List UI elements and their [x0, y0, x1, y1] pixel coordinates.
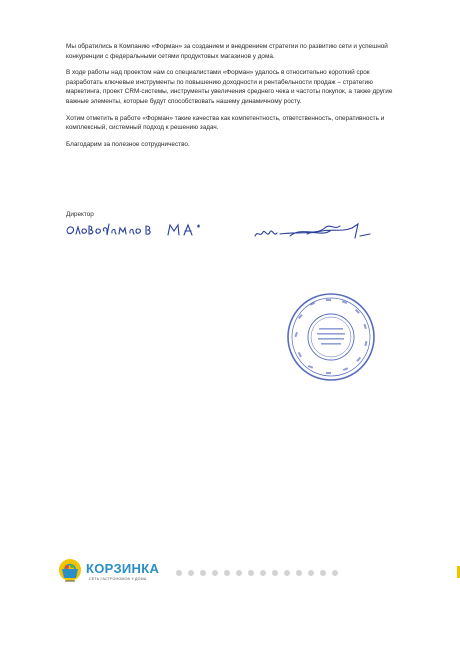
- handwritten-name: [64, 220, 239, 242]
- footer-dot: [320, 570, 326, 576]
- footer-dot: [224, 570, 230, 576]
- paragraph-qualities: Хотим отметить в работе «Форман» такие качества как компетентность, ответственность, оперативность и комплексный, системный подход к решению задач.: [66, 114, 385, 132]
- footer-dot: [248, 570, 254, 576]
- footer-dot: [200, 570, 206, 576]
- logo-brand-name: КОРЗИНКА: [86, 561, 160, 576]
- footer-dot: [332, 570, 338, 576]
- footer-dot: [236, 570, 242, 576]
- director-signature: [252, 220, 372, 244]
- footer-dot: [296, 570, 302, 576]
- company-seal: [284, 290, 378, 384]
- footer-dot: [284, 570, 290, 576]
- footer-dot-divider: [176, 570, 338, 576]
- letter-body: [66, 42, 406, 156]
- footer-dot: [212, 570, 218, 576]
- paragraph-intro: Мы обратились в Компанию «Форман» за созданием и внедрением стратегии по развитию сети и успешной конкуренции с федеральными сетями продуктовых магазинов у дома.: [66, 43, 388, 60]
- paragraph-thanks: Благодарим за полезное сотрудничество.: [66, 140, 190, 148]
- paragraph-results: В ходе работы над проектом нам со специалистами «Форман» удалось в относительно короткий срок разработать ключевые инструменты по повышению доходности и рентабельности продаж – стратегию маркетинга, проект CRM-системы, инструменты увеличения среднего чека и частоты покупок, а также другие важные элементы, которые будут способствовать нашему динамичному росту.: [66, 69, 393, 105]
- footer-dot: [272, 570, 278, 576]
- basket-logo-icon: [56, 557, 84, 585]
- footer-dot: [308, 570, 314, 576]
- footer-dot: [188, 570, 194, 576]
- logo-tagline: СЕТЬ ГАСТРОНОМОВ У ДОМА: [89, 577, 147, 581]
- footer-dot: [176, 570, 182, 576]
- footer-dot: [260, 570, 266, 576]
- director-label: Директор: [66, 211, 94, 218]
